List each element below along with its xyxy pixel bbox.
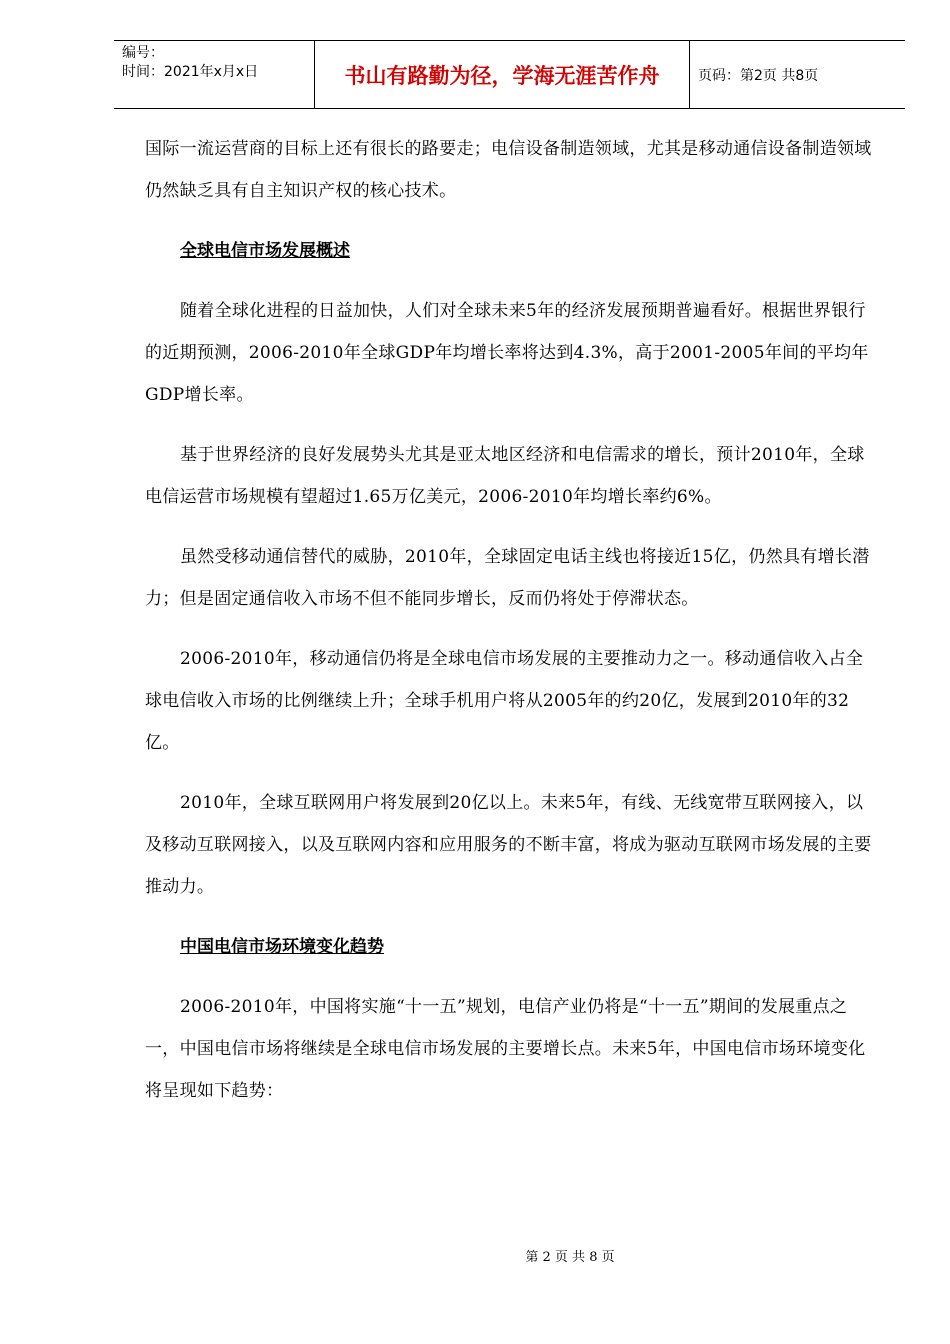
header-page-info: 页码：第2页 共8页: [698, 67, 819, 84]
paragraph: 2006-2010年，移动通信仍将是全球电信市场发展的主要推动力之一。移动通信收入占全球电信收入市场的比例继续上升；全球手机用户将从2005年的约20亿，发展到2010年的32亿。: [145, 649, 864, 753]
paragraph: 虽然受移动通信替代的威胁，2010年，全球固定电话主线也将接近15亿，仍然具有增长潜力；但是固定通信收入市场不但不能同步增长，反而仍将处于停滞状态。: [145, 547, 870, 609]
header-motto: 书山有路勤为径，学海无涯苦作舟: [315, 41, 690, 108]
paragraph: 2006-2010年，中国将实施“十一五”规划，电信产业仍将是“十一五”期间的发展重点之一，中国电信市场将继续是全球电信市场发展的主要增长点。未来5年，中国电信市场环境变化将呈现如下趋势：: [145, 997, 866, 1101]
paragraph: 基于世界经济的良好发展势头尤其是亚太地区经济和电信需求的增长，预计2010年，全球电信运营市场规模有望超过1.65万亿美元，2006-2010年均增长率约6%。: [145, 445, 865, 507]
paragraph: 国际一流运营商的目标上还有很长的路要走；电信设备制造领域，尤其是移动通信设备制造领域仍然缺乏具有自主知识产权的核心技术。: [145, 139, 872, 201]
section-heading: 全球电信市场发展概述: [180, 241, 350, 261]
number-label: 编号：: [122, 45, 164, 61]
section-heading: 中国电信市场环境变化趋势: [180, 937, 384, 957]
page-footer: 第 2 页 共 8 页: [525, 1250, 615, 1265]
page-header: [114, 40, 905, 109]
time-label: 时间：2021年x月x日: [122, 64, 259, 80]
paragraph: 随着全球化进程的日益加快，人们对全球未来5年的经济发展预期普遍看好。根据世界银行的近期预测，2006-2010年全球GDP年均增长率将达到4.3%，高于2001-2005年间的平均年GDP增长率。: [145, 301, 869, 405]
paragraph: 2010年，全球互联网用户将发展到20亿以上。未来5年，有线、无线宽带互联网接入，以及移动互联网接入，以及互联网内容和应用服务的不断丰富，将成为驱动互联网市场发展的主要推动力。: [145, 793, 872, 897]
document-body: [145, 128, 873, 1112]
header-meta: [114, 41, 315, 108]
